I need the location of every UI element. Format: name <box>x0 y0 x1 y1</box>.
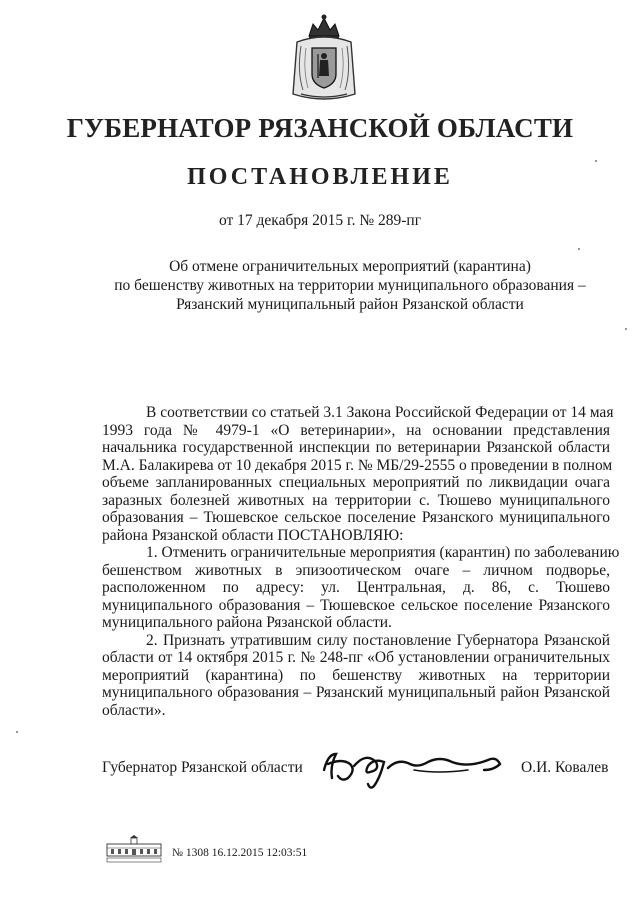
registration-stamp: № 1308 16.12.2015 12:03:51 <box>172 847 308 859</box>
issuer-title: ГУБЕРНАТОР РЯЗАНСКОЙ ОБЛАСТИ <box>66 113 574 143</box>
body-line: 1993 года № 4979-1 «О ветеринарии», на основании представления <box>102 421 610 439</box>
body-line: бешенством животных в эпизоотическом очаге – личном подворье, <box>102 561 610 579</box>
body-line: муниципального района Рязанской области. <box>102 614 392 631</box>
signatory-name: О.И. Ковалев <box>521 759 609 776</box>
scan-speck <box>595 160 597 162</box>
signatory-position: Губернатор Рязанской области <box>102 759 303 776</box>
coat-of-arms-icon <box>287 12 361 104</box>
body-line: объеме запланированных специальных мероприятий по ликвидации очага <box>102 474 610 491</box>
building-stamp-icon <box>104 834 164 864</box>
body-line: В соответствии со статьей 3.1 Закона Российской Федерации от 14 мая <box>146 404 614 421</box>
body-line: муниципального образования – Тюшевское сельское поселение Рязанского <box>102 596 610 614</box>
scan-speck <box>625 328 627 330</box>
handwritten-signature <box>318 740 503 790</box>
body-line: района Рязанской области ПОСТАНОВЛЯЮ: <box>102 526 404 544</box>
scan-speck <box>578 248 580 250</box>
body-line: начальника государственной инспекции по ветеринарии Рязанской области <box>102 439 610 456</box>
document-date-number: от 17 декабря 2015 г. № 289-пг <box>218 212 422 229</box>
body-line: расположенном по адресу: ул. Центральная, д. 86, с. Тюшево <box>102 579 610 596</box>
subject-line: по бешенству животных на территории муниципального образования – <box>114 277 586 294</box>
body-line: заразных болезней животных на территории с. Тюшево муниципального <box>102 491 610 509</box>
body-line: образования – Тюшевское сельское поселение Рязанского муниципального <box>102 509 610 526</box>
body-line: мероприятий (карантина) по бешенству животных на территории <box>102 666 610 684</box>
body-line: области». <box>102 701 166 719</box>
document-type: ПОСТАНОВЛЕНИЕ <box>187 164 453 190</box>
scan-speck <box>16 731 18 733</box>
body-line: 1. Отменить ограничительные мероприятия (карантин) по заболеванию <box>146 544 620 561</box>
body-line: муниципального образования – Рязанский муниципальный район Рязанской <box>102 684 610 701</box>
subject-line: Об отмене ограничительных мероприятий (карантина) <box>169 258 531 275</box>
body-line: области от 14 октября 2015 г. № 248-пг «Об установлении ограничительных <box>102 649 610 666</box>
document-body <box>102 404 620 719</box>
document-subject <box>100 257 600 314</box>
body-line: М.А. Балакирева от 10 декабря 2015 г. № МБ/29-2555 о проведении в полном <box>102 456 613 474</box>
subject-line: Рязанский муниципальный район Рязанской области <box>176 296 524 313</box>
body-line: 2. Признать утратившим силу постановление Губернатора Рязанской <box>146 631 610 649</box>
